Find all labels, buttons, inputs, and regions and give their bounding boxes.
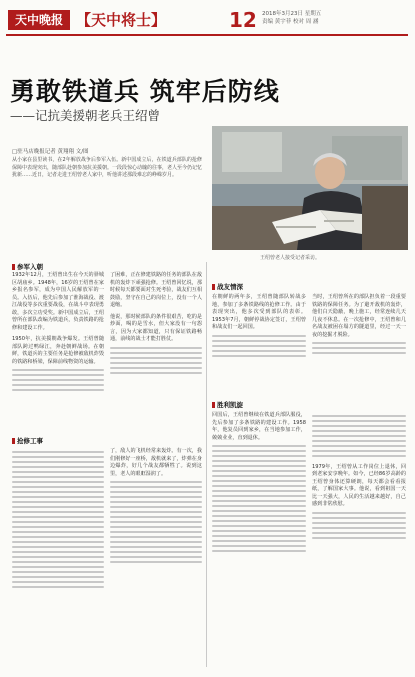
issue-date: 2018年3月23日 星期五 [262, 11, 322, 17]
headline: 勇敢铁道兵 筑牢后防线 [10, 77, 280, 106]
text-line [12, 451, 104, 453]
text-line [312, 537, 406, 539]
text-line [12, 384, 104, 386]
text-line [110, 526, 202, 528]
text-line [12, 461, 104, 463]
paragraph: 1979年，王绍曾从工作岗位上退休，回到老家安享晚年。如今，已经86岁高龄的王绍曾身体还算硬朗，每天都会看看报纸，了解国家大事。他说，看到祖国一天比一天强大，人民的生活越来越好，自己感到非常欣慰。 [312, 463, 406, 507]
paragraph: 回国后，王绍曾继续在铁道兵部队服役，先后参加了多条铁路的建设工作。1958年，他复员回到家乡，在当地参加工作，兢兢业业，直到退休。 [212, 412, 306, 441]
column-text [312, 412, 406, 541]
text-line [212, 355, 306, 357]
text-line [110, 536, 202, 538]
text-line [110, 516, 202, 518]
text-line [12, 566, 104, 568]
text-line [12, 374, 104, 376]
text-line [312, 435, 406, 437]
text-line [312, 352, 406, 354]
text-line [110, 352, 202, 354]
text-line [212, 500, 306, 502]
paragraph: 他说，那时候部队的条件很艰苦，吃的是炒面，喝的是雪水，但大家没有一句怨言，因为大家都知道，只有保证铁路畅通，前线的战士才能打胜仗。 [110, 313, 202, 342]
masthead [6, 8, 408, 36]
column-text [212, 412, 306, 555]
text-line [212, 345, 306, 347]
lead-paragraph: 从小家在县里读书，在2年解放战争后参军入伍。新中国成立后，在铁道兵部队的抢修保障中表现突出，随部队赴朝参加抗美援朝。一段段惊心动魄的往事，老人至今仍记忆犹新……近日，记者走进王绍曾老人家中，听他讲述那段难忘的峥嵘岁月。 [12, 157, 203, 179]
section-heading: 参军入朝 [12, 262, 43, 271]
text-line [110, 521, 202, 523]
text-line [12, 476, 104, 478]
text-line [212, 505, 306, 507]
text-line [12, 536, 104, 538]
subheadline: ——记抗美援朝老兵王绍曾 [10, 108, 161, 123]
text-line [212, 545, 306, 547]
text-line [110, 357, 202, 359]
text-line [212, 465, 306, 467]
text-line [312, 532, 406, 534]
text-line [110, 481, 202, 483]
paragraph: 了困难，正在修建铁路的任务的部队在敌机的轰炸下顽强抢修。王绍曾回忆说，那时候每天都要面对生死考验，战友们互相鼓励，坚守在自己的岗位上，没有一个人退缩。 [110, 272, 202, 308]
text-line [12, 521, 104, 523]
text-line [312, 440, 406, 442]
text-line [12, 586, 104, 588]
column-text [110, 448, 202, 566]
text-line [110, 556, 202, 558]
text-line [312, 420, 406, 422]
text-line [212, 455, 306, 457]
text-line [212, 470, 306, 472]
paragraph: 当时，王绍曾所在的部队担负着一段重要铁路的保障任务。为了避开敌机的轰炸，他们白天隐蔽，晚上施工，经常连续几天几夜不休息。在一次抢修中，王绍曾和几名战友被困在塌方的隧道里，经过一天一夜的挖掘才脱险。 [312, 294, 406, 338]
text-line [12, 389, 104, 391]
editor-line: 责编 黄宇菲 校对 周 涵 [262, 19, 319, 25]
column-divider [206, 262, 207, 667]
text-line [12, 496, 104, 498]
text-line [12, 491, 104, 493]
text-line [312, 430, 406, 432]
photo-caption: 王绍曾老人接受记者采访。 [260, 255, 321, 261]
text-line [12, 501, 104, 503]
text-line [212, 520, 306, 522]
text-line [12, 561, 104, 563]
text-line [12, 379, 104, 381]
text-line [312, 450, 406, 452]
text-line [110, 496, 202, 498]
text-line [212, 450, 306, 452]
text-line [110, 372, 202, 374]
text-line [212, 480, 306, 482]
text-line [110, 541, 202, 543]
text-line [110, 506, 202, 508]
issue-meta [262, 10, 321, 26]
text-line [12, 526, 104, 528]
text-line [12, 456, 104, 458]
text-line [12, 486, 104, 488]
article-photo [212, 126, 408, 250]
text-line [212, 445, 306, 447]
section-heading: 抢修工事 [12, 436, 43, 445]
text-line [212, 540, 306, 542]
text-line [312, 415, 406, 417]
text-line [12, 471, 104, 473]
text-line [12, 511, 104, 513]
text-line [12, 556, 104, 558]
newspaper-logo: 天中晚报 [8, 10, 70, 30]
paragraph: 1950年，抗美援朝战争爆发。王绍曾随部队跨过鸭绿江，奔赴朝鲜战场。在朝鲜，铁道兵的主要任务是抢修被敌机炸毁的铁路和桥梁，保障前线物资的运输。 [12, 336, 104, 365]
page-number: 12 [229, 8, 257, 32]
byline: □驻马店晚报记者 黄翔翔 文/图 [12, 149, 89, 155]
text-line [212, 490, 306, 492]
text-line [212, 525, 306, 527]
paragraph: 了，敌人的飞机经常来轰炸。有一次，我们刚修好一座桥，敌机就来了，炸弹在身边爆炸，好几个战友都牺牲了。说到这里，老人的眼眶湿润了。 [110, 448, 202, 477]
text-line [312, 445, 406, 447]
text-line [12, 571, 104, 573]
column-text [110, 272, 202, 376]
text-line [12, 546, 104, 548]
text-line [12, 531, 104, 533]
text-line [12, 576, 104, 578]
column-text [12, 448, 104, 591]
text-line [212, 335, 306, 337]
text-line [12, 466, 104, 468]
text-line [12, 369, 104, 371]
text-line [110, 561, 202, 563]
text-line [212, 550, 306, 552]
text-line [110, 531, 202, 533]
text-line [212, 340, 306, 342]
column-text [12, 272, 104, 394]
text-line [110, 501, 202, 503]
text-line [110, 347, 202, 349]
column-text [212, 294, 306, 359]
text-line [212, 535, 306, 537]
text-line [212, 460, 306, 462]
paragraph: 在朝鲜的两年多，王绍曾随部队转战多地，参加了多条铁路线的抢修工作。由于表现突出，他多次受到部队的表彰。1953年7月，朝鲜停战协定签订，王绍曾和战友们一起回国。 [212, 294, 306, 330]
text-line [312, 512, 406, 514]
text-line [110, 362, 202, 364]
text-line [212, 475, 306, 477]
photo-illustration [212, 126, 408, 250]
text-line [212, 515, 306, 517]
text-line [212, 485, 306, 487]
column-name: 【天中将士】 [76, 11, 167, 29]
text-line [312, 527, 406, 529]
text-line [110, 367, 202, 369]
section-heading: 胜利凯旋 [212, 400, 243, 409]
text-line [12, 516, 104, 518]
text-line [12, 506, 104, 508]
text-line [312, 517, 406, 519]
section-heading: 战友情深 [212, 282, 243, 291]
text-line [312, 425, 406, 427]
text-line [12, 551, 104, 553]
text-line [212, 350, 306, 352]
text-line [312, 455, 406, 457]
column-text [312, 294, 406, 357]
text-line [212, 530, 306, 532]
paragraph: 1932年12月，王绍曾出生在今天的驿城区胡庙乡。1948年，16岁的王绍曾在家乡报名参军，成为中国人民解放军的一员。入伍后，他先后参加了淮海战役、渡江战役等多次重要战役，在战斗中表现勇敢，多次立功受奖。新中国成立后，王绍曾所在部队改编为铁道兵，负责铁路的抢修和建设工作。 [12, 272, 104, 331]
text-line [312, 347, 406, 349]
text-line [110, 551, 202, 553]
text-line [110, 511, 202, 513]
text-line [312, 342, 406, 344]
text-line [110, 491, 202, 493]
text-line [212, 510, 306, 512]
text-line [12, 581, 104, 583]
text-line [312, 522, 406, 524]
text-line [110, 486, 202, 488]
text-line [110, 546, 202, 548]
text-line [12, 541, 104, 543]
text-line [12, 481, 104, 483]
text-line [212, 495, 306, 497]
